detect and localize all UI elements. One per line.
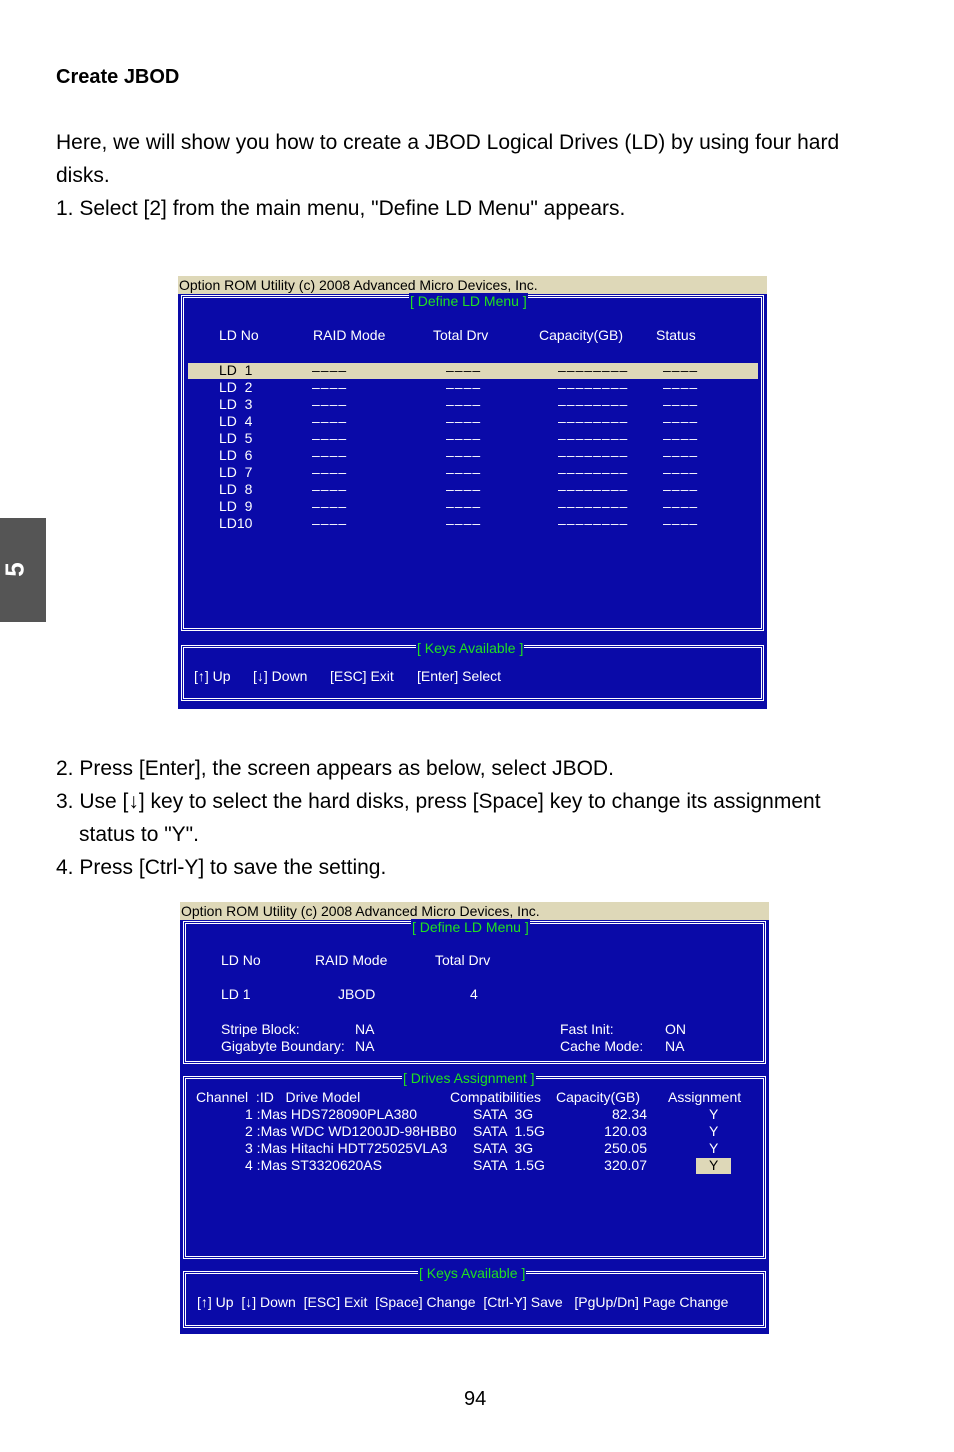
drive-row-3-channel-id-model: 3 :Mas Hitachi HDT725025VLA3 xyxy=(245,1140,448,1156)
header-status: Status xyxy=(656,327,696,343)
header-capacity: Capacity(GB) xyxy=(539,327,624,343)
step-1: 1. Select [2] from the main menu, "Define LD Menu" appears. xyxy=(56,197,626,220)
drive-row-1-capacity: 82.34 xyxy=(611,1106,647,1122)
ld-row-4-ld-no[interactable]: LD 4 xyxy=(219,413,253,429)
step-3-continued: status to "Y". xyxy=(79,823,199,846)
keys-help-line: [↑] Up [↓] Down [ESC] Exit [Space] Change [Ctrl-Y] Save [PgUp/Dn] Page Change xyxy=(197,1294,729,1310)
fast-init-label: Fast Init: xyxy=(560,1021,614,1037)
define-ld-menu-label: [ Define LD Menu ] xyxy=(409,293,528,309)
header-compatibilities: Compatibilities xyxy=(450,1089,542,1105)
ld-row-10-total-drv: –––– xyxy=(446,515,482,531)
gigabyte-boundary-value: NA xyxy=(355,1038,375,1054)
header-assignment: Assignment xyxy=(668,1089,742,1105)
drive-row-3-assignment[interactable]: Y xyxy=(709,1140,719,1156)
stripe-block-label: Stripe Block: xyxy=(221,1021,300,1037)
fast-init-value: ON xyxy=(665,1021,686,1037)
chapter-number: 5 xyxy=(0,562,30,577)
keys-available-label: [ Keys Available ] xyxy=(418,1265,526,1281)
step-4: 4. Press [Ctrl-Y] to save the setting. xyxy=(56,856,387,879)
page-number: 94 xyxy=(464,1388,487,1410)
ld-row-3-raid-mode: –––– xyxy=(312,396,348,412)
jbod-define-screen xyxy=(180,902,769,1334)
ld-row-2-raid-mode: –––– xyxy=(312,379,348,395)
drives-assignment-label: [ Drives Assignment ] xyxy=(402,1070,536,1086)
header-raid-mode: RAID Mode xyxy=(313,327,386,343)
key-enter: [Enter] Select xyxy=(417,668,502,684)
ld-row-6-raid-mode: –––– xyxy=(312,447,348,463)
ld-row-6-status: –––– xyxy=(663,447,699,463)
ld-row-9-raid-mode: –––– xyxy=(312,498,348,514)
drive-row-4-capacity: 320.07 xyxy=(604,1157,647,1173)
chapter-tab xyxy=(0,518,46,622)
step-2: 2. Press [Enter], the screen appears as below, select JBOD. xyxy=(56,757,614,780)
ld-row-9-ld-no[interactable]: LD 9 xyxy=(219,498,253,514)
define-ld-frame xyxy=(181,295,764,631)
ld-row-5-total-drv: –––– xyxy=(446,430,482,446)
ld-row-2-capacity: –––––––– xyxy=(558,379,629,395)
ld-row-7-total-drv: –––– xyxy=(446,464,482,480)
header-ld-no: LD No xyxy=(219,327,259,343)
ld-row-7-raid-mode: –––– xyxy=(312,464,348,480)
ld-row-3-status: –––– xyxy=(663,396,699,412)
header-ld-no: LD No xyxy=(221,952,261,968)
header-total-drv: Total Drv xyxy=(435,952,491,968)
bios-title-bar: Option ROM Utility (c) 2008 Advanced Micro Devices, Inc. xyxy=(178,276,767,294)
ld-row-5-raid-mode: –––– xyxy=(312,430,348,446)
ld-row-2-status: –––– xyxy=(663,379,699,395)
ld-row-5-ld-no[interactable]: LD 5 xyxy=(219,430,253,446)
ld-row-9-status: –––– xyxy=(663,498,699,514)
ld-row-1-ld-no[interactable]: LD 1 xyxy=(219,362,253,378)
gigabyte-boundary-label: Gigabyte Boundary: xyxy=(221,1038,345,1054)
ld-row-8-capacity: –––––––– xyxy=(558,481,629,497)
ld-row-10-capacity: –––––––– xyxy=(558,515,629,531)
ld-row-6-total-drv: –––– xyxy=(446,447,482,463)
total-drv-value: 4 xyxy=(470,986,478,1002)
ld-row-5-capacity: –––––––– xyxy=(558,430,629,446)
drive-row-1-channel-id-model: 1 :Mas HDS728090PLA380 xyxy=(245,1106,417,1122)
define-ld-menu-label: [ Define LD Menu ] xyxy=(411,919,530,935)
ld-row-4-status: –––– xyxy=(663,413,699,429)
section-heading: Create JBOD xyxy=(56,66,180,88)
raid-mode-value[interactable]: JBOD xyxy=(338,986,376,1002)
ld-row-1-capacity: –––––––– xyxy=(558,362,629,378)
ld-row-8-total-drv: –––– xyxy=(446,481,482,497)
define-ld-menu-screen xyxy=(178,276,767,709)
drive-row-2-compatibility: SATA 1.5G xyxy=(473,1123,545,1139)
key-down: [↓] Down xyxy=(253,668,308,684)
keys-available-label: [ Keys Available ] xyxy=(416,640,524,656)
ld-row-1-total-drv: –––– xyxy=(446,362,482,378)
ld-row-9-capacity: –––––––– xyxy=(558,498,629,514)
ld-row-8-raid-mode: –––– xyxy=(312,481,348,497)
ld-row-5-status: –––– xyxy=(663,430,699,446)
drive-row-2-channel-id-model: 2 :Mas WDC WD1200JD-98HBB0 xyxy=(245,1123,457,1139)
ld-row-7-ld-no[interactable]: LD 7 xyxy=(219,464,253,480)
bios-title-bar: Option ROM Utility (c) 2008 Advanced Micro Devices, Inc. xyxy=(180,902,769,920)
drive-row-1-compatibility: SATA 3G xyxy=(473,1106,534,1122)
drive-row-3-capacity: 250.05 xyxy=(604,1140,647,1156)
ld-number-value: LD 1 xyxy=(221,986,251,1002)
ld-row-10-status: –––– xyxy=(663,515,699,531)
ld-row-8-ld-no[interactable]: LD 8 xyxy=(219,481,253,497)
stripe-block-value: NA xyxy=(355,1021,375,1037)
drive-row-4-assignment[interactable]: Y xyxy=(709,1157,719,1173)
drive-row-3-compatibility: SATA 3G xyxy=(473,1140,534,1156)
ld-row-2-ld-no[interactable]: LD 2 xyxy=(219,379,253,395)
ld-row-7-status: –––– xyxy=(663,464,699,480)
drive-row-1-assignment[interactable]: Y xyxy=(709,1106,719,1122)
header-channel-drive-model: Channel :ID Drive Model xyxy=(196,1089,361,1105)
ld-row-3-ld-no[interactable]: LD 3 xyxy=(219,396,253,412)
ld-row-1-raid-mode: –––– xyxy=(312,362,348,378)
drive-row-4-channel-id-model: 4 :Mas ST3320620AS xyxy=(245,1157,382,1173)
ld-row-9-total-drv: –––– xyxy=(446,498,482,514)
drive-row-2-capacity: 120.03 xyxy=(604,1123,647,1139)
ld-row-4-capacity: –––––––– xyxy=(558,413,629,429)
ld-row-2-total-drv: –––– xyxy=(446,379,482,395)
ld-row-10-ld-no[interactable]: LD10 xyxy=(219,515,253,531)
ld-row-6-ld-no[interactable]: LD 6 xyxy=(219,447,253,463)
key-esc: [ESC] Exit xyxy=(330,668,394,684)
ld-row-3-total-drv: –––– xyxy=(446,396,482,412)
ld-row-10-raid-mode: –––– xyxy=(312,515,348,531)
ld-row-4-total-drv: –––– xyxy=(446,413,482,429)
drive-row-4-compatibility: SATA 1.5G xyxy=(473,1157,545,1173)
cache-mode-label: Cache Mode: xyxy=(560,1038,644,1054)
ld-row-3-capacity: –––––––– xyxy=(558,396,629,412)
intro-paragraph: Here, we will show you how to create a JBOD Logical Drives (LD) by using four hard disks. xyxy=(56,131,840,187)
header-raid-mode: RAID Mode xyxy=(315,952,388,968)
header-capacity: Capacity(GB) xyxy=(556,1089,641,1105)
drive-row-2-assignment[interactable]: Y xyxy=(709,1123,719,1139)
step-3: 3. Use [↓] key to select the hard disks, press [Space] key to change its assignment xyxy=(56,790,821,813)
ld-row-4-raid-mode: –––– xyxy=(312,413,348,429)
ld-row-7-capacity: –––––––– xyxy=(558,464,629,480)
header-total-drv: Total Drv xyxy=(433,327,489,343)
ld-row-1-status: –––– xyxy=(663,362,699,378)
key-up: [↑] Up xyxy=(194,668,231,684)
ld-row-8-status: –––– xyxy=(663,481,699,497)
ld-row-6-capacity: –––––––– xyxy=(558,447,629,463)
cache-mode-value: NA xyxy=(665,1038,685,1054)
